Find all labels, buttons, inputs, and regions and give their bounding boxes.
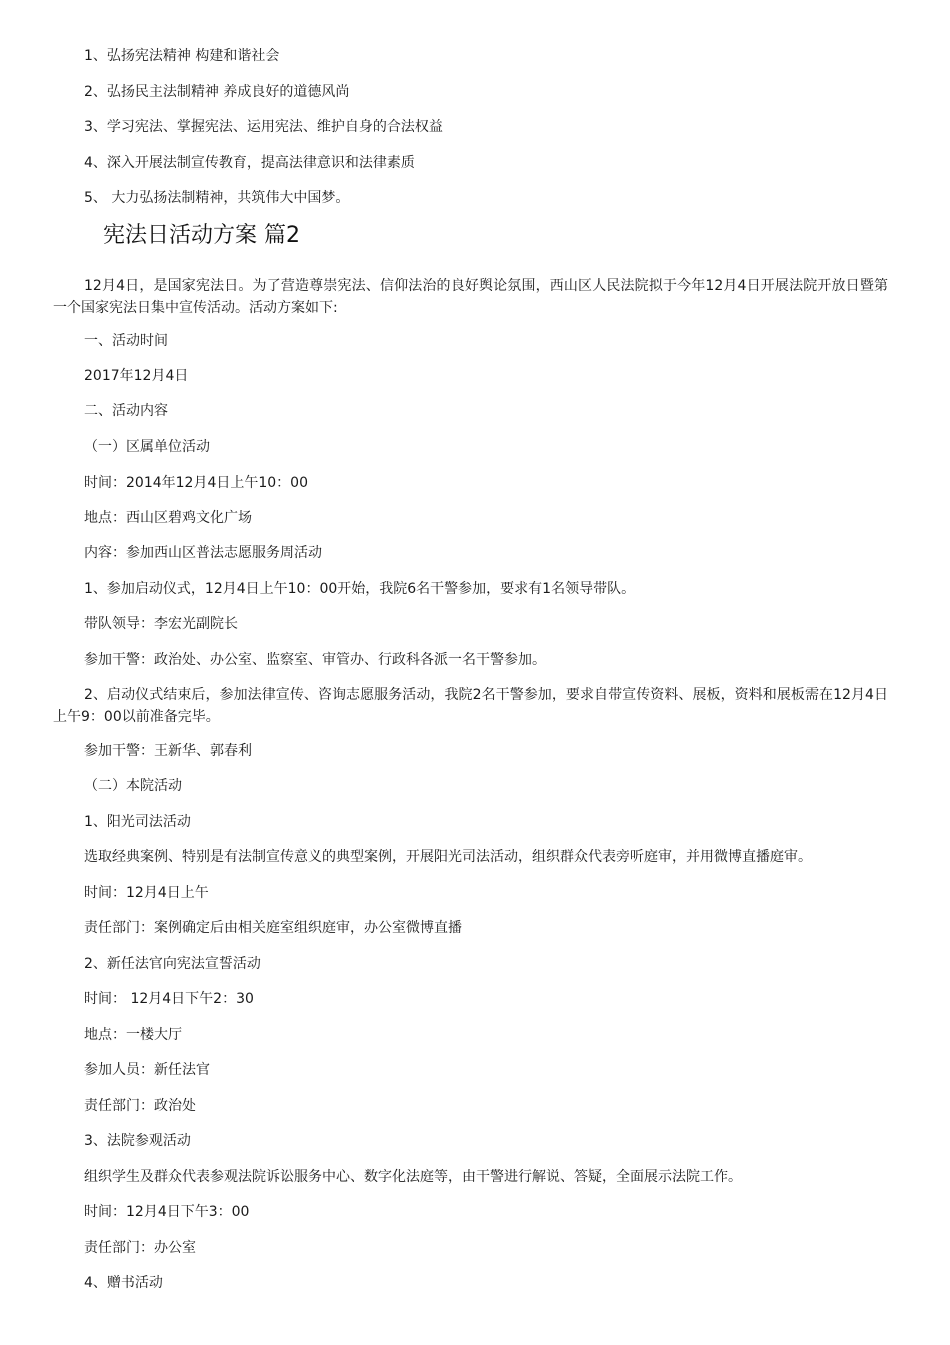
- text-line: 2017年12月4日: [84, 368, 189, 384]
- intro-list-item-4: 4、深入开展法制宣传教育，提高法律意识和法律素质: [84, 155, 415, 171]
- text-line: 时间： 12月4日下午2：30: [84, 991, 254, 1007]
- text-line: 参加干警：政治处、办公室、监察室、审管办、行政科各派一名干警参加。: [84, 652, 546, 668]
- text-line: 带队领导：李宏光副院长: [84, 616, 238, 632]
- text-line: 组织学生及群众代表参观法院诉讼服务中心、数字化法庭等，由干警进行解说、答疑，全面展示法院工作。: [84, 1169, 742, 1185]
- intro-list-item-2: 2、弘扬民主法制精神 养成良好的道德风尚: [84, 84, 350, 100]
- text-line: （一）区属单位活动: [84, 439, 210, 455]
- text-line: 1、参加启动仪式，12月4日上午10：00开始，我院6名干警参加，要求有1名领导带队。: [84, 581, 636, 597]
- text-line: （二）本院活动: [84, 778, 182, 794]
- item-2-paragraph: 2、启动仪式结束后，参加法律宣传、咨询志愿服务活动，我院2名干警参加，要求自带宣传资料、展板，资料和展板需在12月4日上午9：00以前准备完毕。: [53, 687, 888, 725]
- text-line: 一、活动时间: [84, 333, 168, 349]
- text-line: 1、阳光司法活动: [84, 814, 191, 830]
- text-line: 地点：一楼大厅: [84, 1027, 182, 1043]
- text-line: 4、赠书活动: [84, 1275, 163, 1291]
- text-line: 2、新任法官向宪法宣誓活动: [84, 956, 261, 972]
- text-line: 时间：12月4日下午3：00: [84, 1204, 250, 1220]
- text-line: 时间：12月4日上午: [84, 885, 209, 901]
- text-line: 地点：西山区碧鸡文化广场: [84, 510, 252, 526]
- text-line: 二、活动内容: [84, 403, 168, 419]
- text-line: 参加干警：王新华、郭春利: [84, 743, 252, 759]
- text-line: 时间：2014年12月4日上午10：00: [84, 475, 308, 491]
- intro-list-item-3: 3、学习宪法、掌握宪法、运用宪法、维护自身的合法权益: [84, 119, 443, 135]
- text-line: 内容：参加西山区普法志愿服务周活动: [84, 545, 322, 561]
- text-line: 选取经典案例、特别是有法制宣传意义的典型案例，开展阳光司法活动，组织群众代表旁听庭审，并用微博直播庭审。: [84, 849, 812, 865]
- text-line: 参加人员：新任法官: [84, 1062, 210, 1078]
- text-line: 3、法院参观活动: [84, 1133, 191, 1149]
- intro-list-item-1: 1、弘扬宪法精神 构建和谐社会: [84, 48, 280, 64]
- section-heading: 宪法日活动方案 篇2: [103, 223, 300, 248]
- text-line: 责任部门：政治处: [84, 1098, 196, 1114]
- text-line: 责任部门：案例确定后由相关庭室组织庭审，办公室微博直播: [84, 920, 462, 936]
- intro-list-item-5: 5、 大力弘扬法制精神，共筑伟大中国梦。: [84, 190, 350, 206]
- intro-paragraph: 12月4日，是国家宪法日。为了营造尊崇宪法、信仰法治的良好舆论氛围，西山区人民法院拟于今年12月4日开展法院开放日暨第一个国家宪法日集中宣传活动。活动方案如下:: [53, 278, 888, 316]
- text-line: 责任部门：办公室: [84, 1240, 196, 1256]
